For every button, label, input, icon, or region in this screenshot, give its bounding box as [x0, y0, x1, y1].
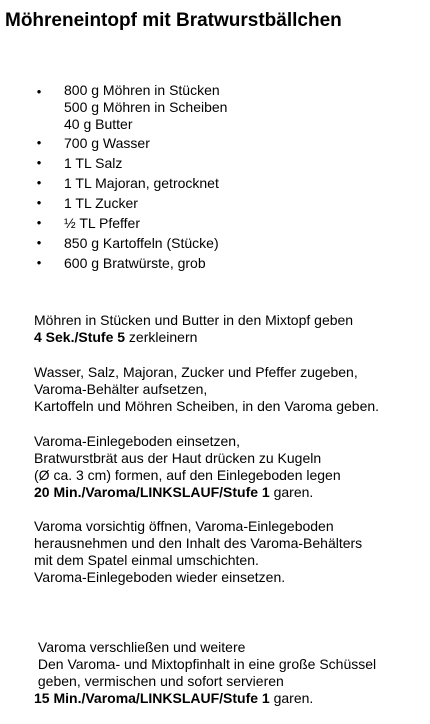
ingredient-item	[34, 173, 227, 193]
step-setting: 20 Min./Varoma/LINKSLAUF/Stufe 1	[34, 484, 270, 500]
ingredient-line: 500 g Möhren in Scheiben	[64, 99, 228, 115]
step-1	[34, 312, 353, 346]
ingredient-line: 40 g Butter	[64, 116, 133, 132]
step-text: mit dem Spatel einmal umschichten.	[34, 552, 259, 568]
bullet-icon: •	[36, 175, 42, 190]
ingredient-line: ½ TL Pfeffer	[64, 215, 141, 231]
ingredient-item	[34, 253, 227, 273]
step-text: Varoma vorsichtig öffnen, Varoma-Einlegeboden	[34, 518, 334, 534]
step-text: (Ø ca. 3 cm) formen, auf den Einlegeboden legen	[34, 467, 341, 483]
ingredient-line: 1 TL Majoran, getrocknet	[64, 175, 219, 191]
ingredient-line: 700 g Wasser	[64, 135, 150, 151]
ingredient-line: 600 g Bratwürste, grob	[64, 255, 206, 271]
step-text: herausnehmen und den Inhalt des Varoma-Behälters	[34, 535, 363, 551]
step-setting: 4 Sek./Stufe 5	[34, 329, 126, 345]
bullet-icon: •	[36, 135, 42, 150]
step-text: Varoma-Einlegeboden wieder einsetzen.	[34, 569, 286, 585]
ingredient-line: 800 g Möhren in Stücken	[64, 82, 220, 98]
step-text: Varoma-Einlegeboden einsetzen,	[34, 433, 240, 449]
step-6	[34, 656, 376, 690]
step-text: zerkleinern	[125, 329, 198, 345]
ingredient-item	[34, 82, 227, 133]
ingredient-item	[34, 153, 227, 173]
bullet-icon: •	[36, 84, 42, 99]
ingredient-item	[34, 193, 227, 213]
ingredient-line: 850 g Kartoffeln (Stücke)	[64, 235, 219, 251]
recipe-title: Möhreneintopf mit Bratwurstbällchen	[5, 10, 342, 31]
ingredient-item	[34, 133, 227, 153]
step-text: Wasser, Salz, Majoran, Zucker und Pfeffer zugeben,	[34, 364, 358, 380]
bullet-icon: •	[36, 215, 42, 230]
step-3	[34, 433, 341, 501]
bullet-icon: •	[36, 235, 42, 250]
step-text: Varoma verschließen und weitere	[34, 639, 246, 655]
bullet-icon: •	[36, 255, 42, 270]
ingredient-item	[34, 213, 227, 233]
step-text: Möhren in Stücken und Butter in den Mixtopf geben	[34, 312, 354, 328]
step-text: Bratwurstbrät aus der Haut drücken zu Kugeln	[34, 450, 322, 466]
step-4	[34, 518, 362, 586]
bullet-icon: •	[36, 195, 42, 210]
ingredient-list	[34, 82, 227, 273]
step-text: geben, vermischen und sofort servieren	[34, 673, 284, 689]
step-text: garen.	[269, 690, 314, 706]
step-setting: 15 Min./Varoma/LINKSLAUF/Stufe 1	[34, 690, 270, 706]
step-text: Den Varoma- und Mixtopfinhalt in eine große Schüssel	[34, 656, 377, 672]
bullet-icon: •	[36, 155, 42, 170]
step-text: garen.	[269, 484, 314, 500]
step-text: Kartoffeln und Möhren Scheiben, in den Varoma geben.	[34, 398, 380, 414]
ingredient-line: 1 TL Salz	[64, 155, 123, 171]
ingredient-item	[34, 233, 227, 253]
step-2	[34, 364, 379, 415]
step-text: Varoma-Behälter aufsetzen,	[34, 381, 208, 397]
ingredient-line: 1 TL Zucker	[64, 195, 138, 211]
